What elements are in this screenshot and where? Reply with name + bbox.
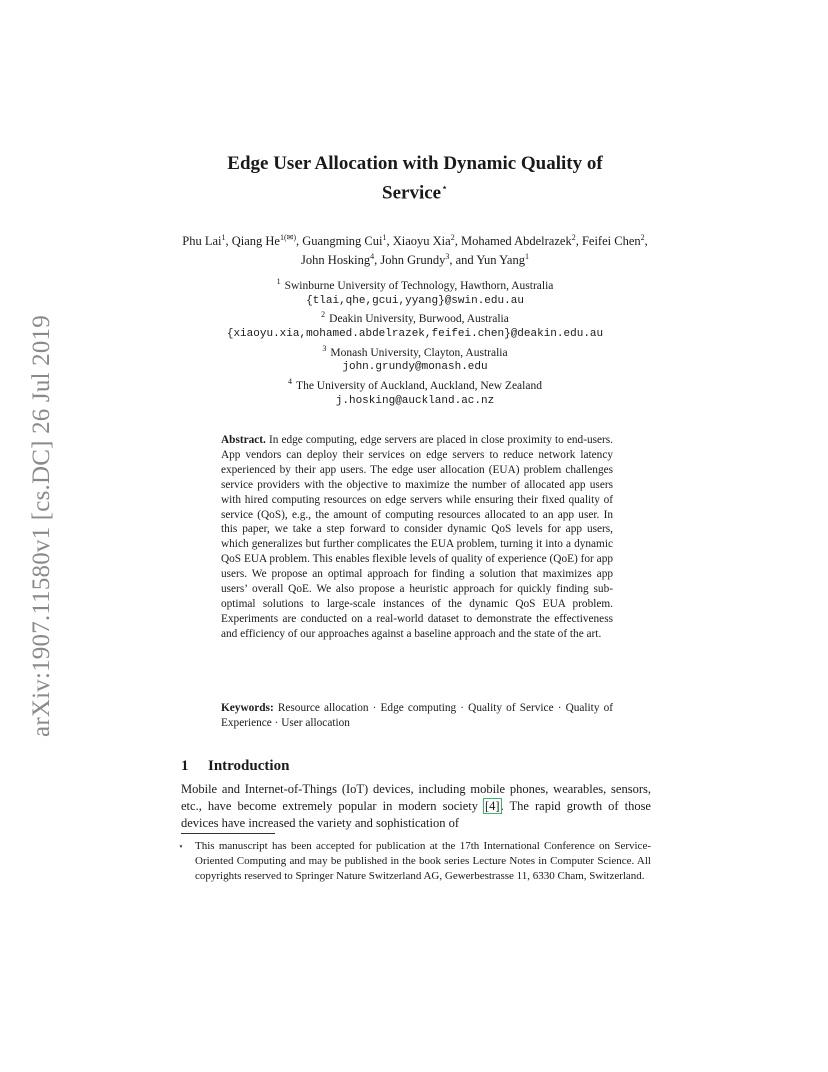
affiliation-name — [180, 308, 650, 327]
author: Xiaoyu Xia — [392, 234, 451, 249]
author-affil-mark: 1(✉) — [279, 233, 297, 242]
author: Yun Yang — [476, 253, 525, 268]
author-affil-mark: 1 — [382, 233, 387, 242]
author-affil-mark: 2 — [571, 233, 576, 242]
author-affil-mark: 1 — [221, 233, 226, 242]
affiliation-text: The University of Auckland, Auckland, New Zealand — [296, 380, 542, 393]
title-line-2: Service — [382, 182, 442, 204]
affiliation-number: 3 — [322, 343, 327, 353]
affiliation-name — [180, 342, 650, 361]
author: John Grundy — [380, 253, 446, 268]
affiliation-text: Monash University, Clayton, Australia — [330, 346, 508, 359]
affiliation-number: 1 — [276, 277, 281, 286]
author-affil-mark: 3 — [445, 252, 450, 262]
intro-text-2: . The rapid growth of those devices have increased the variety and sophistication of — [181, 799, 651, 830]
author: Guangming Cui — [302, 234, 383, 249]
arxiv-stamp-text: arXiv:1907.11580v1 [cs.DC] 26 Jul 2019 — [28, 315, 56, 737]
keywords-label: Keywords: — [221, 702, 274, 714]
affiliation-number: 2 — [321, 310, 326, 320]
citation-link[interactable]: [4] — [485, 799, 500, 813]
paper-title — [180, 152, 650, 205]
footnote-mark: ⋆ — [178, 841, 184, 851]
author: Qiang He — [231, 234, 280, 249]
author-list: Phu Lai$^1$, Qiang $He^{1(✉)}$, Guangming Cui$^1$, Xiaoyu Xia$^2$, Mohamed Abdelrazek$^2$, Feifei Chen$^2$, John Hosking$^4$, John Grundy$^3$, and Yun Yang$^1$ — [182, 233, 648, 268]
author: Feifei Chen — [581, 234, 641, 249]
affiliation-email[interactable]: {xiaoyu.xia,mohamed.abdelrazek,feifei.chen}@deakin.edu.au — [226, 328, 604, 341]
author: Phu Lai — [182, 234, 222, 249]
affiliation-number: 4 — [288, 377, 293, 387]
abstract-label: Abstract. — [221, 434, 266, 446]
author-affil-mark: 2 — [450, 233, 455, 242]
footnote — [178, 839, 651, 883]
author: John Hosking — [301, 253, 371, 268]
author-affil-mark: 4 — [370, 252, 375, 262]
author-affil-mark: 2 — [640, 233, 645, 242]
title-line-1: Edge User Allocation with Dynamic Quality of — [227, 153, 603, 174]
intro-text-1: Mobile and Internet-of-Things (IoT) devices, including mobile phones, wearables, sensors, etc., have become extremely popular in modern society — [181, 782, 651, 813]
footnote-rule — [181, 833, 275, 834]
affiliation-text: Swinburne University of Technology, Hawthorn, Australia — [284, 279, 554, 292]
author-affil-mark: 1 — [524, 252, 529, 262]
author: Mohamed Abdelrazek — [460, 234, 572, 249]
affiliations — [180, 275, 650, 409]
section-title: Introduction — [208, 758, 290, 774]
affiliation-name — [180, 275, 650, 294]
title-footnote-mark: ⋆ — [441, 182, 448, 194]
affiliation-name — [180, 375, 650, 394]
affiliation-email[interactable]: {tlai,qhe,gcui,yyang}@swin.edu.au — [306, 294, 524, 307]
keywords-text: Resource allocation · Edge computing · Quality of Service · Quality of Experience · User allocation — [221, 702, 613, 729]
affiliation-email[interactable]: john.grundy@monash.edu — [342, 361, 488, 374]
abstract — [221, 433, 613, 642]
section-number: 1 — [181, 758, 189, 774]
intro-paragraph — [181, 781, 651, 832]
keywords — [221, 701, 613, 731]
abstract-text: In edge computing, edge servers are placed in close proximity to end-users. App vendors can deploy their services on edge servers to reduce network latency experienced by their app users. The edge user allocation (EUA) problem challenges service providers with the objective to maximize the number of allocated app users with hired computing resources on edge servers while ensuring their fixed quality of service (QoS), e.g., the amount of computing resources allocated to an app user. In this paper, we take a step forward to consider dynamic QoS levels for app users, which generalizes but further complicates the EUA problem, turning it into a dynamic QoS EUA problem. This enables flexible levels of quality of experience (QoE) for app users. We propose an optimal approach for finding a solution that maximizes app users’ overall QoE. We also propose a heuristic approach for quickly finding sub-optimal solutions to large-scale instances of the dynamic QoS EUA problem. Experiments are conducted on a real-world dataset to demonstrate the effectiveness and efficiency of our approaches against a baseline approach and the state of the art. — [221, 434, 613, 640]
section-heading — [181, 758, 289, 775]
arxiv-stamp — [22, 296, 62, 756]
affiliation-email[interactable]: j.hosking@auckland.ac.nz — [335, 394, 495, 407]
footnote-text: This manuscript has been accepted for publication at the 17th International Conference on Service-Oriented Computing and may be published in the book series Lecture Notes in Computer Science. All copyrights reserved to Springer Nature Switzerland AG, Gewerbestrasse 11, 6330 Cham, Switzerland. — [195, 840, 651, 882]
affiliation-text: Deakin University, Burwood, Australia — [329, 313, 509, 326]
